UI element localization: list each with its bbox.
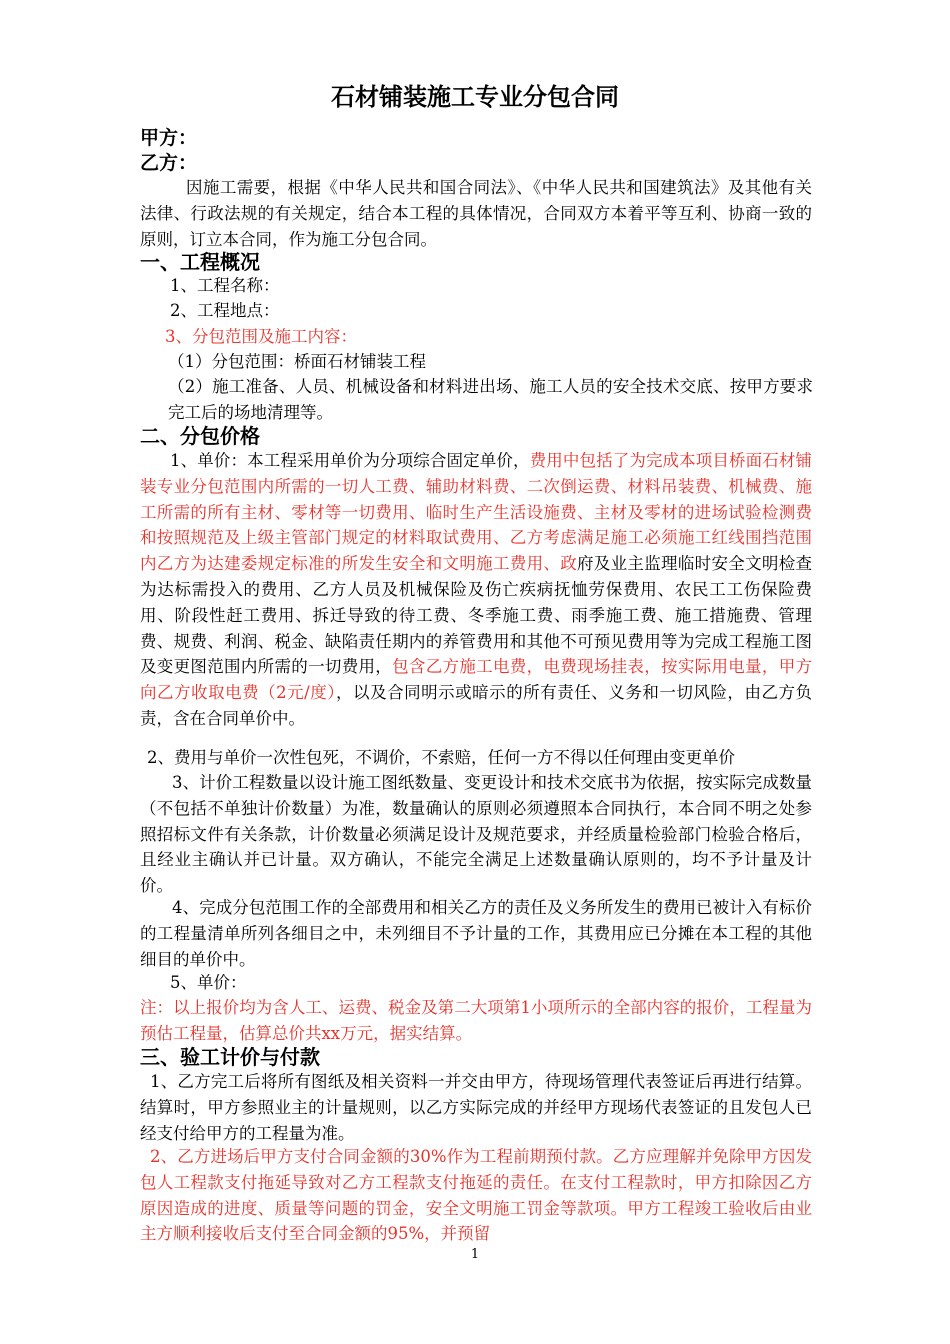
section-1-heading: 一、工程概况 bbox=[140, 250, 260, 274]
intro-paragraph: 因施工需要，根据《中华人民共和国合同法》、《中华人民共和国建筑法》及其他有关法律、行政法规的有关规定，结合本工程的具体情况，合同双方本着平等互利、协商一致的原则，订立本合同，作为施工分包合同。 bbox=[140, 178, 812, 249]
section-2-heading: 二、分包价格 bbox=[140, 424, 260, 448]
price-clause-2: 2、费用与单价一次性包死，不调价，不索赔，任何一方不得以任何理由变更单价 bbox=[147, 748, 735, 767]
party-b-label: 乙方： bbox=[140, 152, 198, 174]
price-clause-1-inclusions: 费用中包括了为完成本项目桥面石材铺装专业分包范围内所需的一切人工费、辅助材料费、二次倒运费、材料吊装费、机械费、施工所需的所有主材、零材等一切费用、临时生产生活设施费、主材及零材的进场试验检测费和按照规范及上级主管部门规定的材料取试费用、乙方考虑满足施工必须施工红线围挡范围内乙方为达建委规定标准的所发生安全和文明施工费用、政 bbox=[140, 451, 813, 574]
price-clause-4: 4、完成分包范围工作的全部费用和相关乙方的责任及义务所发生的费用已被计入有标价的工程量清单所列各细目之中，未列细目不予计量的工作，其费用应已分摊在本工程的其他细目的单价中。 bbox=[140, 898, 812, 969]
project-name-field: 1、工程名称： bbox=[170, 276, 280, 295]
price-note: 注：以上报价均为含人工、运费、税金及第二大项第1小项所示的全部内容的报价，工程量为预估工程量，估算总价共xx万元，据实结算。 bbox=[140, 998, 812, 1043]
section-3-heading: 三、验工计价与付款 bbox=[140, 1045, 320, 1069]
project-location-field: 2、工程地点： bbox=[170, 301, 280, 320]
scope-title: 3、分包范围及施工内容： bbox=[165, 327, 357, 346]
payment-clause-1: 1、乙方完工后将所有图纸及相关资料一并交由甲方，待现场管理代表签证后再进行结算。结算时，甲方参照业主的计量规则，以乙方实际完成的并经甲方现场代表签证的且发包人已经支付给甲方的工程量为准。 bbox=[140, 1072, 812, 1143]
price-clause-1 bbox=[140, 448, 812, 732]
price-clause-1-text-b: 府及业主监理临时安全文明检查为达标需投入的费用、乙方人员及机械保险及伤亡疾病抚恤劳保费用、农民工工伤保险费用、阶段性赶工费用、拆迁导致的待工费、冬季施工费、雨季施工费、施工措施费、管理费、规费、利润、税金、缺陷责任期内的养管费用和其他不可预见费用等为完成工程施工图及变更图范围内所需的一切费用， bbox=[140, 554, 813, 677]
party-a-label: 甲方： bbox=[140, 127, 198, 149]
price-clause-5: 5、单价： bbox=[170, 973, 247, 992]
scope-item-2: （2）施工准备、人员、机械设备和材料进出场、施工人员的安全技术交底、按甲方要求完工后的场地清理等。 bbox=[168, 377, 813, 422]
price-clause-3: 3、计价工程数量以设计施工图纸数量、变更设计和技术交底书为依据，按实际完成数量（不包括不单独计价数量）为准，数量确认的原则必须遵照本合同执行，本合同不明之处参照招标文件有关条款，计价数量必须满足设计及规范要求，并经质量检验部门检验合格后，且经业主确认并已计量。双方确认，不能完全满足上述数量确认原则的，均不予计量及计价。 bbox=[140, 773, 812, 896]
price-clause-1-text-c: ，以及合同明示或暗示的所有责任、义务和一切风险，由乙方负责，含在合同单价中。 bbox=[140, 683, 812, 728]
scope-item-1: （1）分包范围：桥面石材铺装工程 bbox=[168, 352, 426, 371]
price-clause-1-electricity: 包含乙方施工电费，电费现场挂表，按实际用电量，甲方向乙方收取电费（2元/度） bbox=[140, 657, 813, 703]
page-number: 1 bbox=[470, 1247, 480, 1262]
page-title: 石材铺装施工专业分包合同 bbox=[331, 83, 619, 111]
payment-clause-2: 2、乙方进场后甲方支付合同金额的30%作为工程前期预付款。乙方应理解并免除甲方因发包人工程款支付拖延导致对乙方工程款支付拖延的责任。在支付工程款时，甲方扣除因乙方原因造成的进度、质量等问题的罚金，安全文明施工罚金等款项。甲方工程竣工验收后由业主方顺利接收后支付至合同金额的95%，并预留 bbox=[140, 1147, 812, 1244]
price-clause-1-text-a: 1、单价：本工程采用单价为分项综合固定单价， bbox=[170, 451, 530, 470]
